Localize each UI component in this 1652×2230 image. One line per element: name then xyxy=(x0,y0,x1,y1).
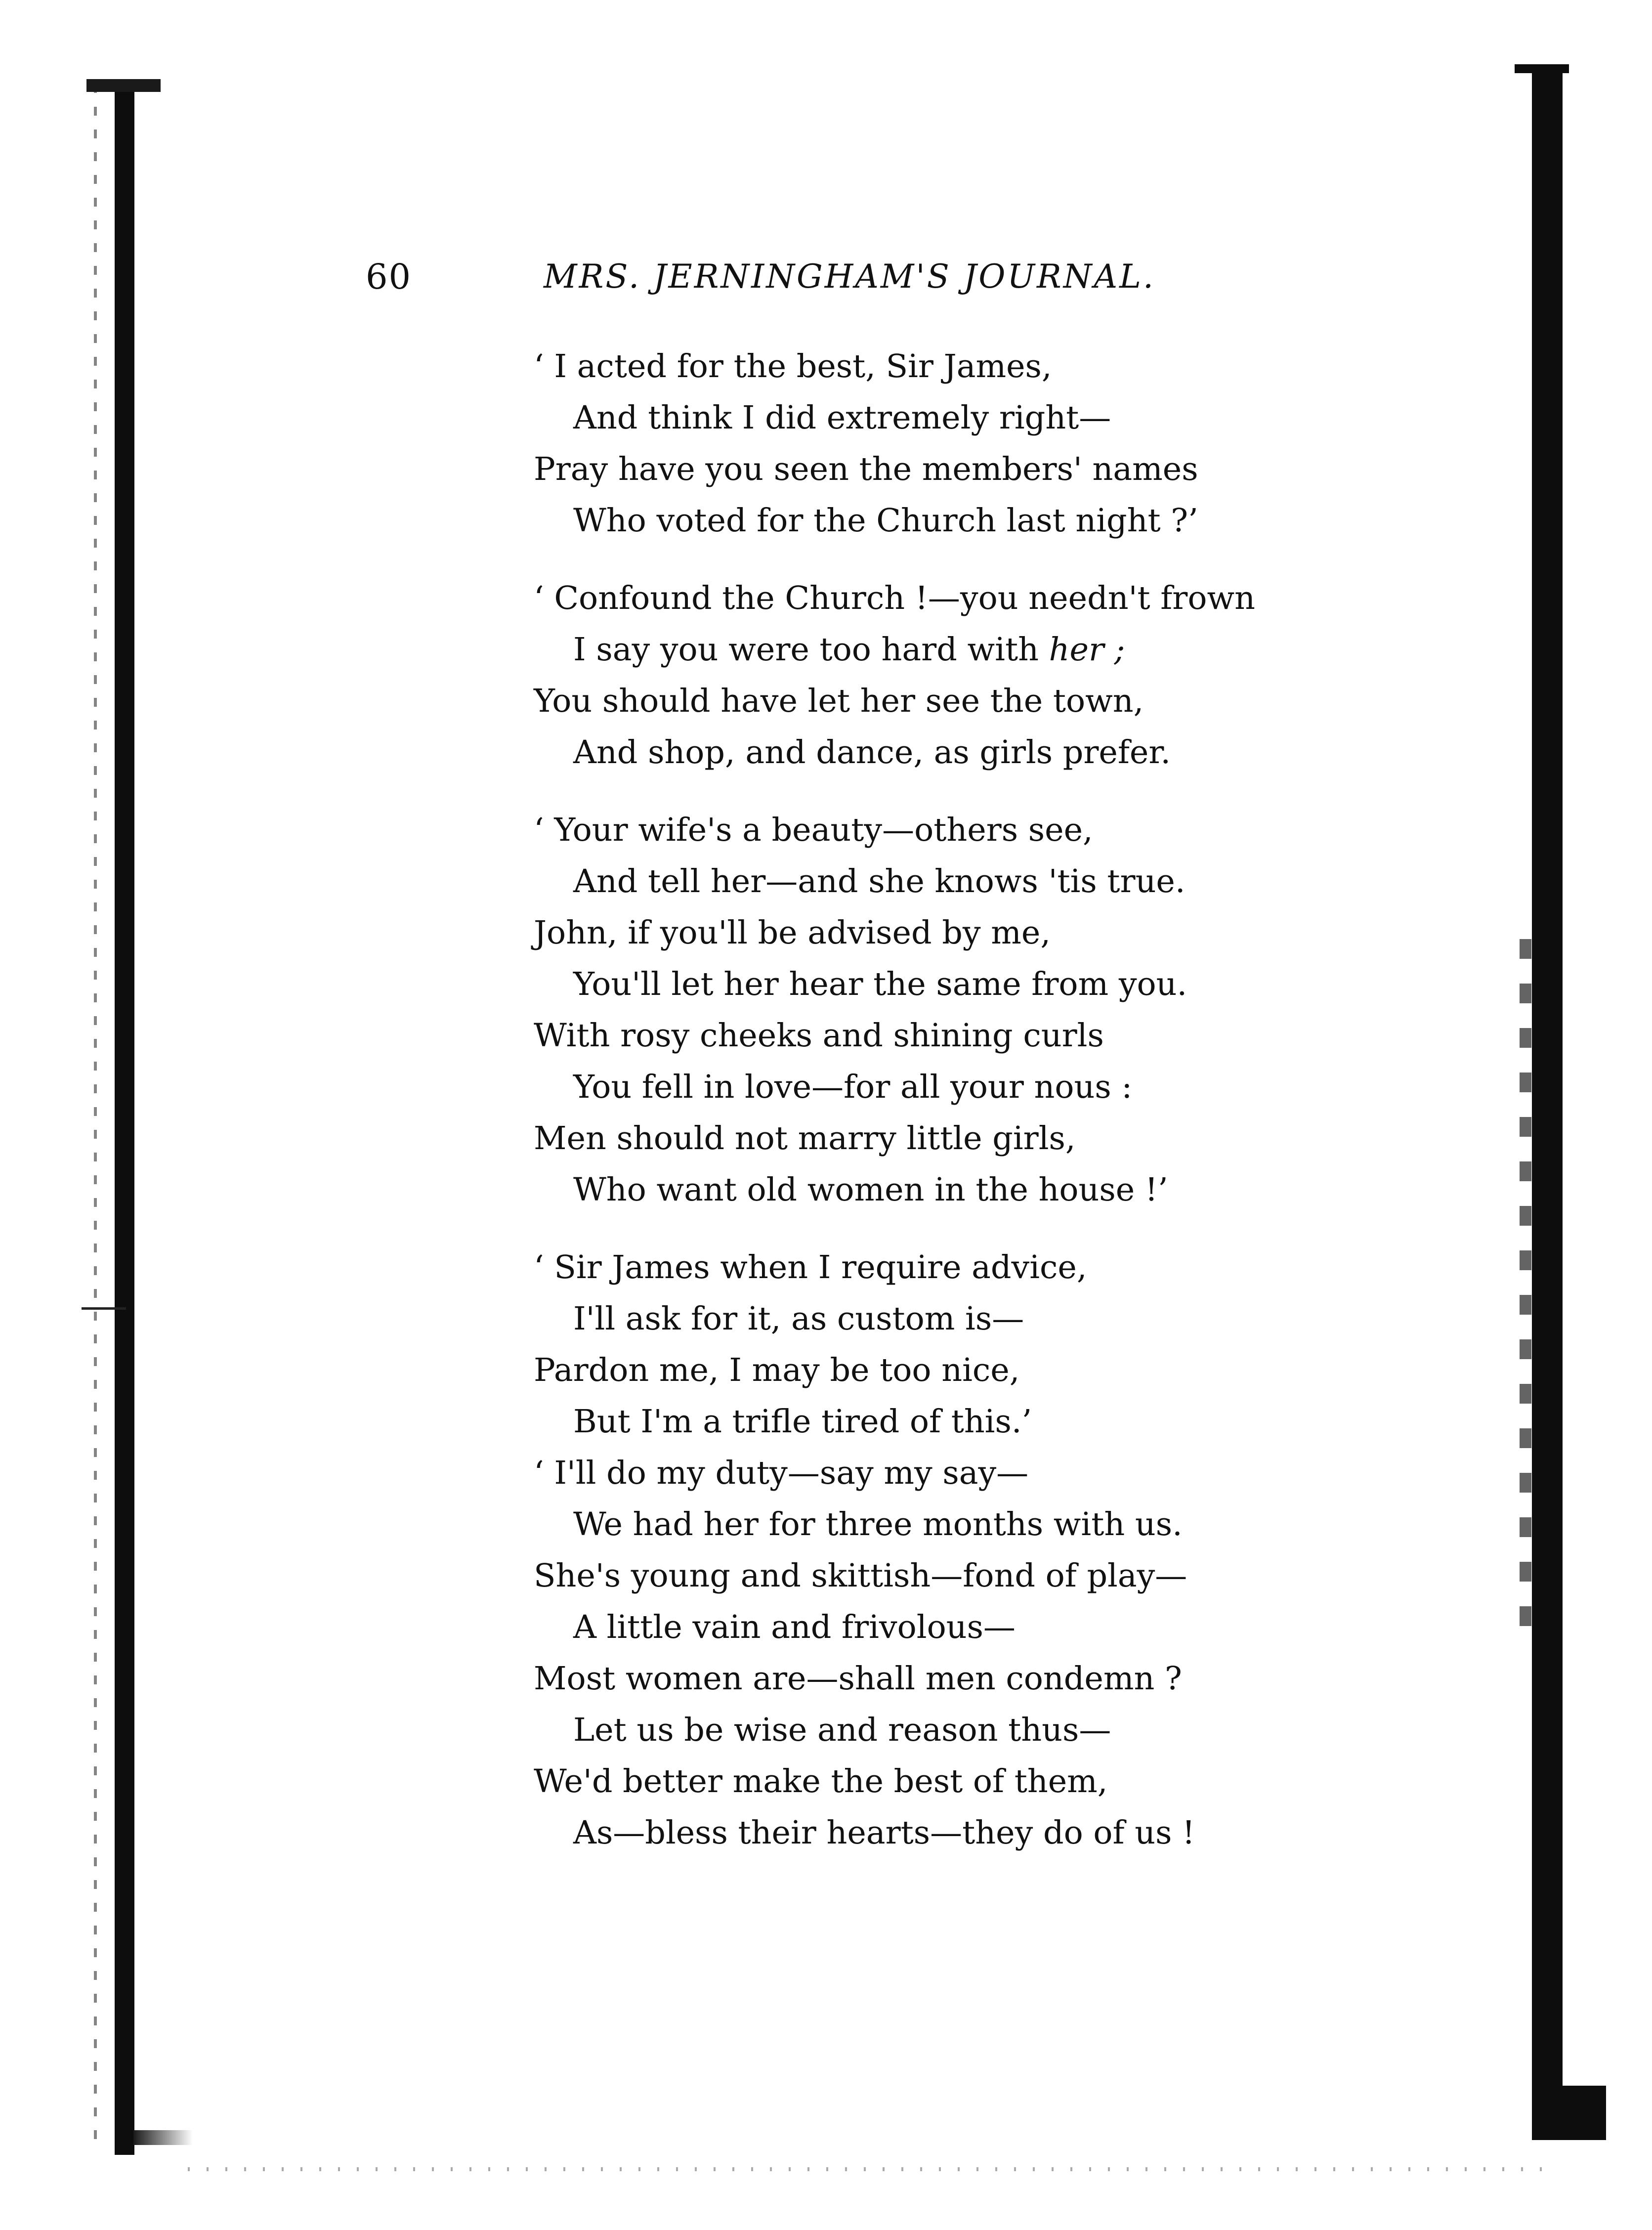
scan-border-left-bottom xyxy=(133,2130,193,2145)
poem-body xyxy=(534,341,1275,1859)
poem-line: You should have let her see the town, xyxy=(534,683,1144,720)
poem-line: ‘ I'll do my duty—say my say— xyxy=(534,1455,1029,1492)
scan-border-right xyxy=(1532,64,1563,2140)
poem-line: Who want old women in the house !’ xyxy=(573,1171,1168,1208)
poem-line: With rosy cheeks and shining curls xyxy=(534,1017,1104,1054)
scan-border-right-bottom xyxy=(1557,2086,1606,2140)
poem-line: I'll ask for it, as custom is— xyxy=(573,1300,1024,1337)
stanza-5 xyxy=(534,1448,1275,1859)
poem-line: ‘ I acted for the best, Sir James, xyxy=(534,348,1052,385)
poem-line-with-italic xyxy=(534,624,1275,676)
poem-line: As—bless their hearts—they do of us ! xyxy=(573,1814,1195,1851)
stanza-4 xyxy=(534,1242,1275,1448)
poem-line: John, if you'll be advised by me, xyxy=(534,914,1051,951)
running-title: MRS. JERNINGHAM'S JOURNAL. xyxy=(544,257,1155,296)
poem-line: A little vain and frivolous— xyxy=(573,1609,1016,1646)
poem-line: And think I did extremely right— xyxy=(573,399,1111,436)
stanza-1 xyxy=(534,341,1275,547)
page-number: 60 xyxy=(366,257,412,297)
scan-bottom-noise xyxy=(188,2167,1547,2171)
poem-line: Pray have you seen the members' names xyxy=(534,451,1198,488)
scan-border-right-top xyxy=(1515,64,1569,73)
scan-border-left xyxy=(115,79,134,2155)
scan-border-left-speckle xyxy=(94,84,97,2150)
poem-line: Who voted for the Church last night ?’ xyxy=(573,502,1198,539)
italic-word: her ; xyxy=(1049,631,1125,668)
stanza-3 xyxy=(534,805,1275,1216)
poem-line: But I'm a trifle tired of this.’ xyxy=(573,1403,1032,1440)
poem-line: Let us be wise and reason thus— xyxy=(573,1712,1111,1749)
running-header xyxy=(366,250,1216,304)
poem-line-text: I say you were too hard with xyxy=(573,631,1039,668)
poem-line: She's young and skittish—fond of play— xyxy=(534,1557,1187,1594)
poem-line: And tell her—and she knows 'tis true. xyxy=(573,863,1186,900)
poem-line: Men should not marry little girls, xyxy=(534,1120,1076,1157)
poem-line: Most women are—shall men condemn ? xyxy=(534,1660,1182,1697)
poem-line: ‘ Confound the Church !—you needn't frown xyxy=(534,580,1255,617)
poem-line: And shop, and dance, as girls prefer. xyxy=(573,734,1171,771)
stanza-2 xyxy=(534,573,1275,778)
poem-line: You fell in love—for all your nous : xyxy=(573,1069,1133,1106)
poem-line: We had her for three months with us. xyxy=(573,1506,1183,1543)
poem-line: ‘ Your wife's a beauty—others see, xyxy=(534,812,1093,849)
scan-border-right-speckle xyxy=(1520,939,1531,1631)
poem-line: Pardon me, I may be too nice, xyxy=(534,1352,1020,1389)
poem-line: ‘ Sir James when I require advice, xyxy=(534,1249,1087,1286)
poem-line: We'd better make the best of them, xyxy=(534,1763,1108,1800)
poem-line: You'll let her hear the same from you. xyxy=(573,966,1187,1003)
margin-dash-mark xyxy=(82,1307,126,1310)
scan-border-left-top xyxy=(86,79,161,92)
